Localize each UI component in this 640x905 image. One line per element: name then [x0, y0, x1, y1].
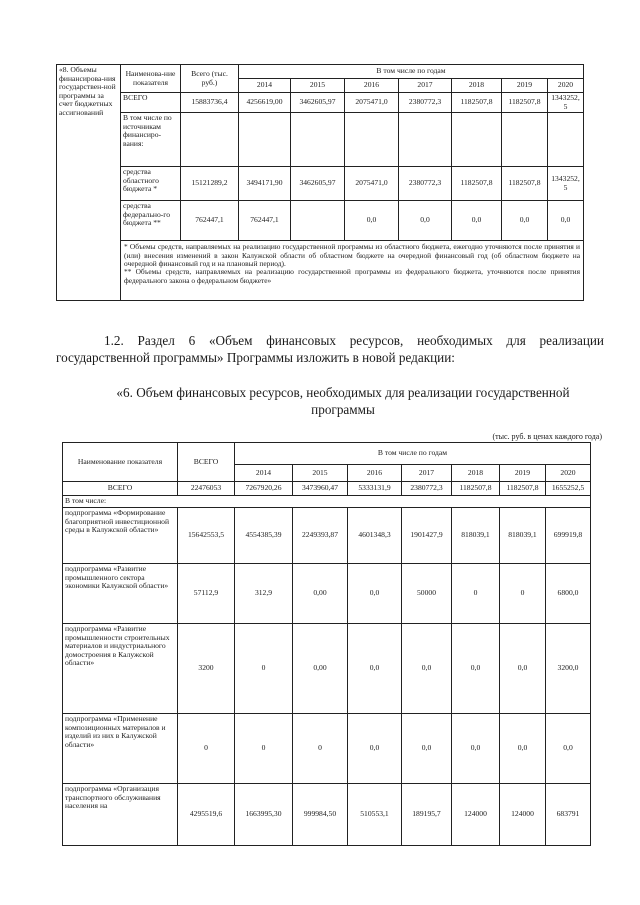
years-header: В том числе по годам	[239, 65, 584, 79]
row-value: 1663995,30	[235, 784, 293, 846]
indicator-header: Наименование показателя	[63, 443, 178, 482]
row-value: 0,00	[293, 624, 348, 714]
row-value: 5333131,9	[348, 482, 402, 496]
footnote-cell	[121, 241, 584, 301]
table-row	[63, 508, 591, 564]
row-label: подпрограмма «Развитие промышленности строительных материалов и индустриального домостроения в Калужской области»	[63, 624, 178, 714]
row-value	[291, 113, 345, 167]
row-value: 0,0	[502, 201, 548, 241]
row-value: 2380772,3	[402, 482, 452, 496]
row-value: 0	[235, 624, 293, 714]
row-value: 0,0	[348, 714, 402, 784]
row-value: 0	[500, 564, 546, 624]
row-value: 4554385,39	[235, 508, 293, 564]
total-header: ВСЕГО	[178, 443, 235, 482]
row-value: 2380772,3	[399, 93, 452, 113]
table-row	[63, 564, 591, 624]
row-label: средства федерально-го бюджета **	[121, 201, 181, 241]
year-header: 2014	[235, 465, 293, 482]
row-label: ВСЕГО	[63, 482, 178, 496]
row-value: 0,0	[399, 201, 452, 241]
row-value	[345, 113, 399, 167]
row-value: 3462605,97	[291, 93, 345, 113]
row-total: 57112,9	[178, 564, 235, 624]
year-header: 2016	[348, 465, 402, 482]
row-value: 2249393,87	[293, 508, 348, 564]
row-value: 1182507,8	[500, 482, 546, 496]
row-value: 0,00	[293, 564, 348, 624]
year-header: 2018	[452, 465, 500, 482]
year-header: 2019	[500, 465, 546, 482]
row-value: 0,0	[546, 714, 591, 784]
row-value: 999984,50	[293, 784, 348, 846]
row-value: 50000	[402, 564, 452, 624]
year-header: 2018	[452, 79, 502, 93]
amendment-paragraph	[56, 332, 604, 366]
row-value: 124000	[500, 784, 546, 846]
row-value: 2075471,0	[345, 93, 399, 113]
row-value: 0,0	[345, 201, 399, 241]
row-value: 0,0	[500, 624, 546, 714]
table-row	[57, 167, 584, 201]
row-value: 1182507,8	[452, 93, 502, 113]
table-row	[63, 624, 591, 714]
row-value: 0,0	[402, 714, 452, 784]
table-row	[57, 93, 584, 113]
row-value: 3200,0	[546, 624, 591, 714]
row-label: подпрограмма «Организация транспортного обслуживания населения на	[63, 784, 178, 846]
row-value: 818039,1	[452, 508, 500, 564]
row-value	[239, 113, 291, 167]
row-total: 15642553,5	[178, 508, 235, 564]
year-header: 2015	[291, 79, 345, 93]
year-header: 2014	[239, 79, 291, 93]
row-value: 1343252,5	[548, 93, 584, 113]
year-header: 2017	[399, 79, 452, 93]
row-value: 3473960,47	[293, 482, 348, 496]
row-total: 4295519,6	[178, 784, 235, 846]
row-value: 0	[293, 714, 348, 784]
year-header: 2015	[293, 465, 348, 482]
row-value: 0	[235, 714, 293, 784]
row-total: 3200	[178, 624, 235, 714]
row-label: ВСЕГО	[121, 93, 181, 113]
section-heading	[68, 384, 618, 418]
unit-note: (тыс. руб. в ценах каждого года)	[492, 432, 602, 441]
row-label: средства областного бюджета *	[121, 167, 181, 201]
year-header: 2019	[502, 79, 548, 93]
section-heading-line-2: программы	[311, 402, 375, 417]
row-value: 189195,7	[402, 784, 452, 846]
row-value	[548, 113, 584, 167]
row-value: 2075471,0	[345, 167, 399, 201]
table-row	[63, 482, 591, 496]
row-value: 4601348,3	[348, 508, 402, 564]
table-row	[57, 113, 584, 167]
row-value: 1182507,8	[452, 482, 500, 496]
row-value: 0,0	[452, 714, 500, 784]
row-value: 1901427,9	[402, 508, 452, 564]
row-value: 818039,1	[500, 508, 546, 564]
row-total	[181, 113, 239, 167]
table-row	[63, 714, 591, 784]
amendment-line-1: 1.2. Раздел 6 «Объем финансовых ресурсов, необходимых для реализации	[104, 333, 604, 348]
row-value: 7267920,26	[235, 482, 293, 496]
row-total: 0	[178, 714, 235, 784]
year-header: 2020	[548, 79, 584, 93]
row-value: 0,0	[348, 624, 402, 714]
row-total: 22476053	[178, 482, 235, 496]
row-value: 3494171,90	[239, 167, 291, 201]
row-value: 683791	[546, 784, 591, 846]
row-total: 15121289,2	[181, 167, 239, 201]
row-value	[452, 113, 502, 167]
row-value: 1343252,5	[548, 167, 584, 201]
row-value: 2380772,3	[399, 167, 452, 201]
row-value: 1655252,5	[546, 482, 591, 496]
year-header: 2017	[402, 465, 452, 482]
row-value: 4256619,00	[239, 93, 291, 113]
row-total: 15883736,4	[181, 93, 239, 113]
years-header: В том числе по годам	[235, 443, 591, 465]
row-value: 0,0	[500, 714, 546, 784]
row-value: 3462605,97	[291, 167, 345, 201]
row-total: 762447,1	[181, 201, 239, 241]
amendment-line-2: государственной программы» Программы изложить в новой редакции:	[56, 350, 455, 365]
row-value: 0,0	[452, 624, 500, 714]
row-label: подпрограмма «Формирование благоприятной инвестиционной среды в Калужской области»	[63, 508, 178, 564]
footnote-federal: ** Объемы средств, направляемых на реализацию государственной программы из федерального бюджета, уточняются после принятия федерального закона о федеральном бюджете»	[124, 267, 580, 285]
subtotal-label: В том числе:	[63, 496, 591, 508]
row-value: 0,0	[452, 201, 502, 241]
row-value	[399, 113, 452, 167]
section-label-cell: «8. Объемы финансирова-ния государствен-ной программы за счет бюджетных ассигнований	[57, 65, 121, 301]
indicator-header: Наименова-ние показателя	[121, 65, 181, 93]
row-label: В том числе по источникам финансиро-вания:	[121, 113, 181, 167]
row-value	[502, 113, 548, 167]
row-value: 1182507,8	[502, 93, 548, 113]
year-header: 2020	[546, 465, 591, 482]
financial-resources-table	[62, 442, 591, 846]
row-value: 1182507,8	[452, 167, 502, 201]
row-value: 312,9	[235, 564, 293, 624]
row-value: 124000	[452, 784, 500, 846]
row-value: 0,0	[402, 624, 452, 714]
table-row	[63, 784, 591, 846]
row-value: 762447,1	[239, 201, 291, 241]
row-value	[291, 201, 345, 241]
footnote-regional: * Объемы средств, направляемых на реализацию государственной программы из областного бюджета, ежегодно уточняются после принятия и (или) внесения изменений в закон Калужской области об областном бюджете на очередной финансовый год (об областном бюджете на очередной финансовый год и на плановый период).	[124, 242, 580, 268]
table-row	[57, 201, 584, 241]
section-heading-line-1: «6. Объем финансовых ресурсов, необходимых для реализации государственной	[116, 385, 570, 400]
row-value: 0,0	[348, 564, 402, 624]
row-value: 6800,0	[546, 564, 591, 624]
row-value: 510553,1	[348, 784, 402, 846]
row-label: подпрограмма «Развитие промышленного сектора экономики Калужской области»	[63, 564, 178, 624]
financing-volume-table	[56, 64, 584, 301]
row-value: 699919,8	[546, 508, 591, 564]
row-value: 0	[452, 564, 500, 624]
row-value: 1182507,8	[502, 167, 548, 201]
row-value: 0,0	[548, 201, 584, 241]
total-header: Всего (тыс. руб.)	[181, 65, 239, 93]
year-header: 2016	[345, 79, 399, 93]
row-label: подпрограмма «Применение композиционных материалов и изделий из них в Калужской области»	[63, 714, 178, 784]
